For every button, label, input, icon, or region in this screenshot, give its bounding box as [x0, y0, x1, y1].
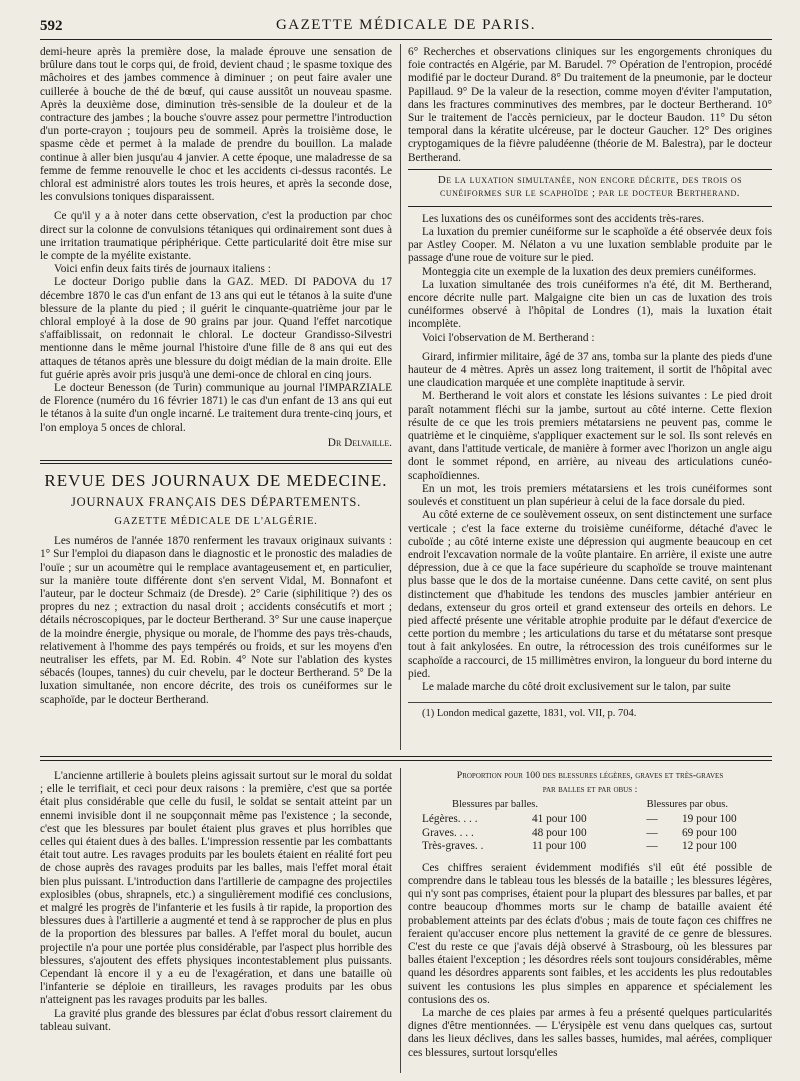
row-balles: 48 pour 100 [532, 826, 587, 839]
page-number: 592 [40, 18, 63, 34]
column-3 [40, 770, 392, 1034]
journal-heading: GAZETTE MÉDICALE DE L'ALGÉRIE. [114, 516, 318, 528]
page-header [40, 14, 772, 40]
table-header [408, 798, 772, 811]
row-obus: 12 pour 100 [682, 840, 737, 853]
row-obus: 19 pour 100 [682, 813, 737, 826]
heading-rule [408, 169, 772, 170]
column-2 [408, 46, 772, 720]
paragraph: 6° Recherches et observations cliniques sur les engorgements chroniques du foie contractés en Algérie, par M. Barudel. 7° Opération de l'entropion, procédé modifié par le docteur Durand. 8° Du traitement de la pneumonie, par le docteur Papillaud. 9° De la valeur de la resection, comme moyen d'éviter l'amputation, dans les fractures comminutives des membres, par le docteur Bertherand. 10° Sur le traitement de l'accès pernicieux, par le docteur Baudon. 11° Du séton temporal dans la kératite ulcéreuse, par le docteur Gaucher. 12° Des origines cryptogamiques de la fièvre paludéenne (théorie de M. Balestra), par le docteur Bertherand. [408, 46, 772, 164]
section-divider-thin [40, 760, 772, 761]
table-header-balles: Blessures par balles. [452, 799, 539, 810]
paragraph: Girard, infirmier militaire, âgé de 37 ans, tomba sur la plante des pieds d'une hauteur de 4 mètres. Après un assez long traitement, il sortit de l'hôpital avec une claudication marquée et une complète inaptitude à servir. [408, 350, 772, 390]
row-balles: 41 pour 100 [532, 813, 587, 826]
section-heading: REVUE DES JOURNAUX DE MEDECINE. [44, 471, 388, 491]
column-1 [40, 46, 392, 707]
row-dash: — [646, 813, 658, 826]
table-header-obus: Blessures par obus. [646, 799, 728, 810]
row-obus: 69 pour 100 [682, 826, 737, 839]
author-signature: Dr Delvaille. [327, 436, 392, 449]
subsection-heading: JOURNAUX FRANÇAIS DES DÉPARTEMENTS. [70, 495, 362, 510]
paragraph: La gravité plus grande des blessures par éclat d'obus ressort clairement du tableau suivant. [40, 1007, 392, 1033]
heading-rule [40, 460, 392, 461]
paragraph: Ce qu'il y a à noter dans cette observation, c'est la production par choc direct sur la colonne de convulsions tétaniques qui ordinairement sont dues à une irritation traumatique périphérique. Cette particularité doit être mise sur le compte de la myélite existante. [40, 210, 392, 263]
paragraph: Au côté externe de ce soulèvement osseux, on sent distinctement une surface verticale ; c'est la face externe du troisième cunéiforme, détaché d'avec le cuboïde ; au côté interne existe une dépression qui augmente beaucoup en cet endroit l'excavation normale de la voûte plantaire. En arrière, il existe une autre dépression, due à ce que la face supérieure du scaphoïde se trouve maintenant plus basse que le dos de la mortaise cunéenne. Dans cette cavité, on sent plus distinctement que d'habitude les tendons des muscles jambier antérieur en dedans, extenseur du gros orteil et grand extenseur des orteils en dehors. Le pied affecté présente une véritable atrophie produite par le défaut d'exercice de cette portion du membre ; les articulations du tarse et du métatarse sont presque tout à fait ankylosées. En outre, la rétrocession des trois cunéiformes sur le scaphoïde a raccourci, de 15 millimètres environ, la longueur du bord interne du pied. [408, 509, 772, 680]
paragraph: Voici l'observation de M. Bertherand : [422, 331, 595, 344]
table-row [408, 827, 772, 841]
row-dash: — [646, 826, 658, 839]
paragraph: Monteggia cite un exemple de la luxation des deux premiers cunéiformes. [422, 265, 757, 278]
paragraph: Le malade marche du côté droit exclusivement sur le talon, par suite [422, 680, 731, 693]
footnote: (1) London medical gazette, 1831, vol. VII, p. 704. [408, 702, 772, 720]
paragraph: La marche de ces plaies par armes à feu a présenté quelques particularités dignes d'être mentionnées. — L'érysipèle est venu dans quelques cas, surtout dans les lieux déclives, dans les salles basses, humides, mal aérées, compliquer ces blessures, surtout lorsqu'elles [408, 1006, 772, 1059]
paragraph: La luxation simultanée des trois cunéiformes n'a été, dit M. Bertherand, encore décrite nulle part. Malgaigne cite bien un cas de luxation des trois cunéiformes observé à l'hôpital de Londres (1), mais la luxation était incomplète. [408, 278, 772, 331]
row-label: Graves. . . . [422, 826, 474, 839]
table-title: Proportion pour 100 des blessures légères, graves et très-graves [456, 770, 724, 781]
row-label: Légères. . . . [422, 813, 478, 826]
table-row [408, 813, 772, 827]
heading-rule-thin [40, 463, 392, 464]
paragraph: En un mot, les trois premiers métatarsiens et les trois cunéiformes sont soulevés et constituent un plan supérieur à celui de la face dorsale du pied. [408, 482, 772, 509]
table-row [408, 840, 772, 854]
table-subtitle: par balles et par obus : [542, 784, 638, 795]
paragraph: demi-heure après la première dose, la malade éprouve une sensation de brûlure dans tout le corps qui, de froid, devient chaud ; le spasme toxique des mâchoires et des jambes commence à diminuer ; on peut faire avaler une cuillerée à bouche de thé de bœuf, qui cause aussitôt un nouveau spasme. Après la deuxième dose, diminution très-sensible de la douleur et de la contracture des jambes ; la bouche s'ouvre assez pour permettre l'introduction d'un porte-crayon ; toujours peu de sommeil. Après la troisième dose, le spasme cède et permet à la malade de prendre du bouillon. La malade continue à aller bien jusqu'au 4 janvier. A cette époque, une maladresse de sa femme de femme renouvelle le choc et les accidents ci-dessus racontés. Le chloral est administré alors toutes les trois heures, et après la seconde dose, les convulsions toniques disparaissent. [40, 46, 392, 204]
row-label: Très-graves. . [422, 840, 484, 853]
paragraph: M. Bertherand le voit alors et constate les lésions suivantes : Le pied droit paraît notamment fléchi sur la jambe, surtout au côté interne. Cette flexion résulte de ce que les trois premiers métatarsiens ne peuvent pas, comme le quatrième et le cinquième, s'appliquer exactement sur le sol. Ils sont relevés en avant, dans l'attitude verticale, de manière à former avec l'horizon un angle aigu dont le sommet répond, en arrière, au niveau des articulations cunéo-scaphoïdiennes. [408, 390, 772, 482]
paragraph: La luxation du premier cunéiforme sur le scaphoïde a été observée deux fois par Astley Cooper. M. Nélaton a vu une luxation semblable produite par le passage d'une roue de voiture sur le pied. [408, 226, 772, 265]
article-title: De la luxation simultanée, non encore décrite, des trois os cunéiformes sur le scaphoïde ; par le docteur Bertherand. [437, 173, 743, 199]
heading-rule-thin [408, 206, 772, 207]
paragraph: Ces chiffres seraient évidemment modifiés s'il eût été possible de comprendre dans le tableau tous les blessés de la bataille ; les blessures légères, qui n'y sont pas comprises, étaient pour la plupart des blessures par balles, et par contre beaucoup d'hommes morts sur le champ de bataille avaient été probablement atteints par des éclats d'obus ; mais de toute façon ces chiffres ne feraient qu'accuser encore plus nettement la gravité de ce genre de blessures. C'est du reste ce que j'avais déjà observé à Strasbourg, où les blessures par balles étaient l'exception ; les désordres réels sont toujours considérables, même quand les désordres apparents sont faibles, et les accidents les plus redoutables suivent les contusions les plus simples en apparence et spécialement les contusions des os. [408, 861, 772, 1006]
paragraph: Les numéros de l'année 1870 renferment les travaux originaux suivants : 1° Sur l'emploi du diapason dans le diagnostic et le pronostic des maladies de l'ouïe ; sur un acoumètre qui le remplace avantageusement et, en particulier, sur la manière toute différente dont s'en servent Vidal, M. Bonnafont et l'auteur, par le docteur Schmaiz (de Dresde). 2° Carie (siphilitique ?) des os propres du nez ; extraction du nasal droit ; accidents consécutifs et mort ; détails nécroscopiques, par le docteur Bertherand. 3° Sur une cause inaperçue de la moindre énergie, physique ou morale, de l'homme des pays très-chauds, relativement à l'homme des pays tempérés ou froids, et sur les moyens d'en neutraliser les effets, par M. Ed. Robin. 4° Note sur l'ablation des kystes sébacés (loupes, tannes) du cuir chevelu, par le docteur Bertherand. 5° De la luxation simultanée, non encore décrite, des trois os cunéiformes sur le scaphoïde, par le docteur Bertherand. [40, 535, 392, 706]
row-balles: 11 pour 100 [532, 840, 587, 853]
section-divider [40, 756, 772, 757]
paragraph: Le docteur Dorigo publie dans la GAZ. MED. DI PADOVA du 17 décembre 1870 le cas d'un enfant de 13 ans qui eut le tétanos à la suite d'une blessure de la plante du pied ; il guérit le cinquante-quatrième jour par le chloral employé à la dose de 90 grains par jour. Quand l'effet narcotique s'affaiblissait, on redonnait le chloral. Le docteur Grandisso-Silvestri mentionne dans le même journal l'histoire d'une fille de 8 ans qui eut des attaques de tétanos après une blessure du doigt médian de la main droite. Elle fut guérie après avoir pris jusqu'à une demi-once de chloral en cinq jours. [40, 276, 392, 381]
paragraph: Les luxations des os cunéiformes sont des accidents très-rares. [422, 212, 705, 225]
column-divider-bottom [400, 768, 401, 1073]
paragraph: Voici enfin deux faits tirés de journaux italiens : [54, 263, 271, 276]
column-4 [408, 770, 772, 1060]
row-dash: — [646, 840, 658, 853]
journal-title: GAZETTE MÉDICALE DE PARIS. [275, 17, 537, 33]
paragraph: Le docteur Benesson (de Turin) communique au journal l'IMPARZIALE de Florence (numéro du 16 février 1871) le cas d'un enfant de 13 ans qui eut le tétanos à la suite d'un ongle incarné. Le traitement dura trente-cinq jours, et l'on employa 5 onces de chloral. [40, 382, 392, 434]
paragraph: L'ancienne artillerie à boulets pleins agissait surtout sur le moral du soldat ; elle le terrifiait, et ceci pour deux raisons : la première, c'est que sa portée était plus considérable que celle du fusil, le soldat se sentait atteint par un ennemi invisible dont il ne soupçonnait même pas l'existence ; la seconde, c'est que les blessures par boulet étaient plus graves et plus horribles que celles qui étaient dues à des balles. L'impression ressentie par les combattants était tout autre. Les ravages produits par les boulets étaient en réalité fort peu de chose auprès des ravages produits par les balles, mais l'effet moral était bien plus puissant. L'introduction dans l'artillerie de campagne des projectiles explosibles (obus, shrapnels, etc.) a singulièrement modifié ces conclusions, et malgré les progrès de l'infanterie et les fusils à tir rapide, la proportion des blessures dues à l'artillerie a augmenté et tend à se rapprocher de plus en plus de la proportion des blessures par balles. A l'effet moral du boulet, aucun projectile n'a pour une portée plus considérable, par l'aspect plus horrible des blessures, s'ajoutent des effets physiques incontestablement plus puissants. Cependant là encore il y a eu de l'exagération, et dans une bataille où l'infanterie se déploie en tirailleurs, les ravages produits par les obus n'atteignent pas les ravages produits par les balles. [40, 770, 392, 1007]
column-divider-top [400, 44, 401, 750]
